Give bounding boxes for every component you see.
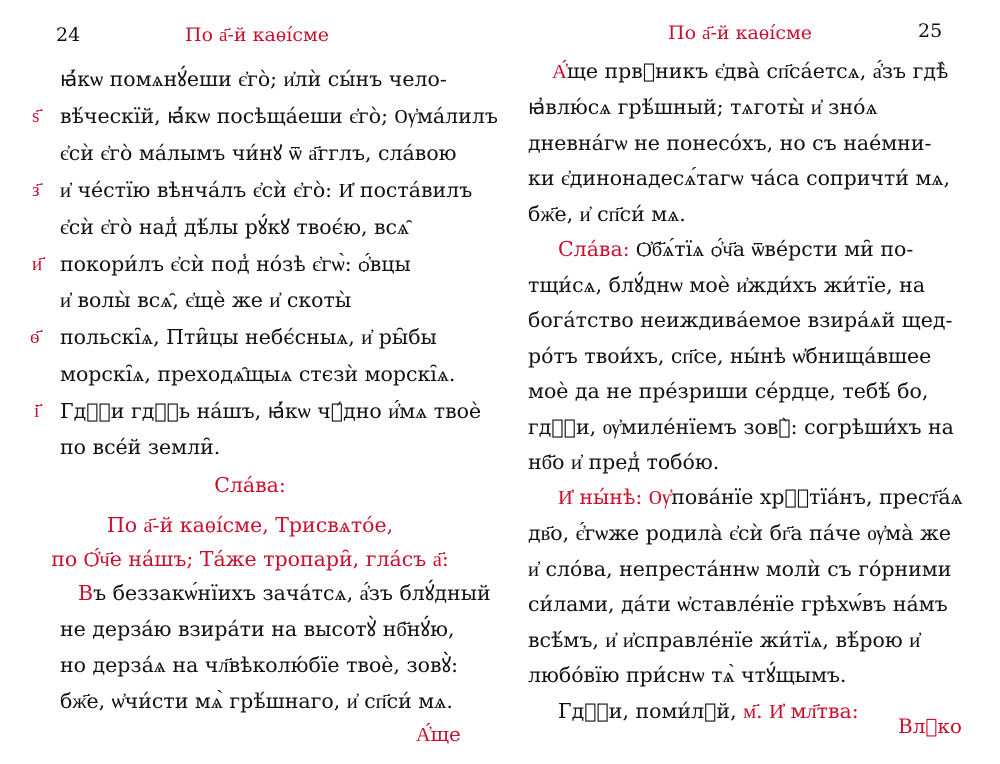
text-line: и҆ че́стїю вѣнча́лъ є҆сѝ є҆го̀: И҆ поста́вилъ xyxy=(60,178,473,202)
verse-number: ѳ҃ xyxy=(30,326,40,348)
slava-label: Сла́ва: xyxy=(558,237,630,261)
verse-number: и҃ xyxy=(32,253,43,275)
closing-rubric: м҃. И҆ мл҃тва: xyxy=(743,699,859,723)
text-line: нб҃о и҆ пред̾ тобо́ю. xyxy=(528,450,720,474)
verse-number: ѕ҃ xyxy=(32,105,40,127)
text-line: гдⷭ҇и, ѹ҆миле́нїемъ зовꙋ̀: согрѣши́хъ на xyxy=(528,415,954,439)
drop-initial: В xyxy=(78,581,94,605)
text-line: всѣ́мъ, и҆ и҆справле́нїе жи́тїѧ, вѣ́рою и҆ xyxy=(528,628,921,652)
troparion-first-line xyxy=(78,578,491,608)
text-line: ꙗ҆́кѡ помѧнꙋ́еши є҆го̀; и҆лѝ сы́нъ чело- xyxy=(60,67,447,91)
text-line: Гдⷭ҇и гдⷭ҇ь на́шъ, ꙗ҆́кѡ чꙋ́дно и҆́мѧ твоѐ xyxy=(60,399,482,423)
text-line: и҆ волы̀ всѧ̑, є҆щѐ же и҆ скоты̀ xyxy=(60,288,352,312)
paragraph-first-line xyxy=(552,56,948,86)
rubric-line: по Ѻ҆́ч҃е на́шъ; Та́же тропари̑, гла́съ а҃: xyxy=(51,547,449,571)
nyne-text: пова́нїе хрⷭ҇тїа́нъ, прест҃а́ѧ xyxy=(671,485,963,509)
slava-text: Ѻ҆б҃ѧ́тїѧ ѻ҆́ч҃а ѿве́рсти ми̑ по- xyxy=(629,237,914,261)
nyne-label: И҆ ны́нѣ: xyxy=(558,485,643,509)
verse-number: з҃ xyxy=(32,179,40,201)
catchword-left: А҆́ще xyxy=(416,722,461,746)
text-line: є҆сѝ є҆го̀ ма́лымъ чи́нꙋ ѿ а҃гглъ, сла́вою xyxy=(60,141,457,165)
text-line: не дерза́ю взира́ти на высотꙋ̀ нб҃нꙋ́ю, xyxy=(60,617,455,641)
page-number-left: 24 xyxy=(56,24,81,46)
text-line: ки є҆динонадесѧ́тагѡ ча́са сопричти́ мѧ, xyxy=(528,166,950,190)
catchword-right: Влⷣко xyxy=(898,714,962,738)
text-line: тщи́сѧ, блꙋ́днѡ моѐ и҆жди́хъ жи́тїе, на xyxy=(528,273,926,297)
drop-initial: Ѹ҆ xyxy=(642,485,672,509)
text-line: ро́тъ твои́хъ, сп҃се, ны́нѣ ѡ҆бнища́вшее xyxy=(528,344,932,368)
slava-line xyxy=(558,234,913,264)
text-line: по все́й земли̑. xyxy=(60,435,221,459)
right-page xyxy=(500,0,1000,764)
drop-initial: А҆́ xyxy=(552,59,567,83)
text-line: дневна́гѡ не понесо́хъ, но съ нае́мни- xyxy=(528,131,932,155)
page-number-right: 25 xyxy=(918,20,943,42)
text-line: дв҃о, є҆́гѡже родила̀ є҆сѝ бг҃а па́че ѹ҆ма̀ же xyxy=(528,521,951,545)
text-line: любо́вїю при́снѡ тѧ̀ чтꙋ́щымъ. xyxy=(528,663,847,687)
text-line: ꙗ҆влю́сѧ грѣ́шный; тѧготы̀ и҆ зно́ѧ xyxy=(528,95,878,119)
text-line: вѣ́ческїй, ꙗ҆́кѡ посѣща́еши є҆го̀; Ѹ҆ма́лилъ xyxy=(60,104,498,128)
text-line: и҆ сло́ва, непреста́ннѡ молѝ съ го́рними xyxy=(528,557,952,581)
text-line: моѐ да не пре́зриши се́рдце, тебѣ́ бо, xyxy=(528,379,929,403)
paragraph-text: ще првⷣникъ є҆два̀ сп҃са́етсѧ, а҆́зъ гдѣ̀ xyxy=(566,59,949,83)
running-head-left: По а҃-й каѳі́сме xyxy=(185,24,330,46)
troparion-text: ъ беззакѡ́нїихъ зача́тсѧ, а҆́зъ блꙋ́дный xyxy=(93,581,491,605)
closing-text: Гдⷭ҇и, поми́лꙋй, xyxy=(558,699,744,723)
text-line: но дерза́ѧ на чл҃вѣколю́бїе твоѐ, зовꙋ̀: xyxy=(60,653,459,677)
rubric-line: По а҃-й каѳі́сме, Трисвѧто́е, xyxy=(106,513,394,537)
text-line: бж҃е, и҆ сп҃си́ мѧ. xyxy=(528,202,686,226)
verse-number: і҃ xyxy=(34,400,40,422)
slava-heading: Сла́ва: xyxy=(214,473,286,497)
text-line: морскі̑ѧ, преходѧ̑щыѧ стєзѝ морскі̑ѧ. xyxy=(60,362,456,386)
text-line: бж҃е, ѡ҆чи́сти мѧ̀ грѣ́шнаго, и҆ сп҃си́ мѧ. xyxy=(60,689,453,713)
text-line: покори́лъ є҆сѝ под̾ но́зѣ є҆гѡ̀: ѻ҆́вцы xyxy=(60,252,411,276)
running-head-right: По а҃-й каѳі́сме xyxy=(668,22,813,44)
nyne-line xyxy=(558,482,963,512)
text-line: польскі̑ѧ, Пти̑цы небє́сныѧ, и҆ ры̑бы xyxy=(60,325,437,349)
text-line: є҆сѝ є҆го̀ над̾ дѣ́лы рꙋ́кꙋ твоє́ю, всѧ̑ xyxy=(60,215,410,239)
text-line: бога́тство неиждива́емое взира́ѧй щед- xyxy=(528,308,953,332)
closing-line xyxy=(558,696,859,726)
text-line: си́лами, да́ти ѡ҆ставле́нїе грѣхѡ́въ на́мъ xyxy=(528,592,948,616)
